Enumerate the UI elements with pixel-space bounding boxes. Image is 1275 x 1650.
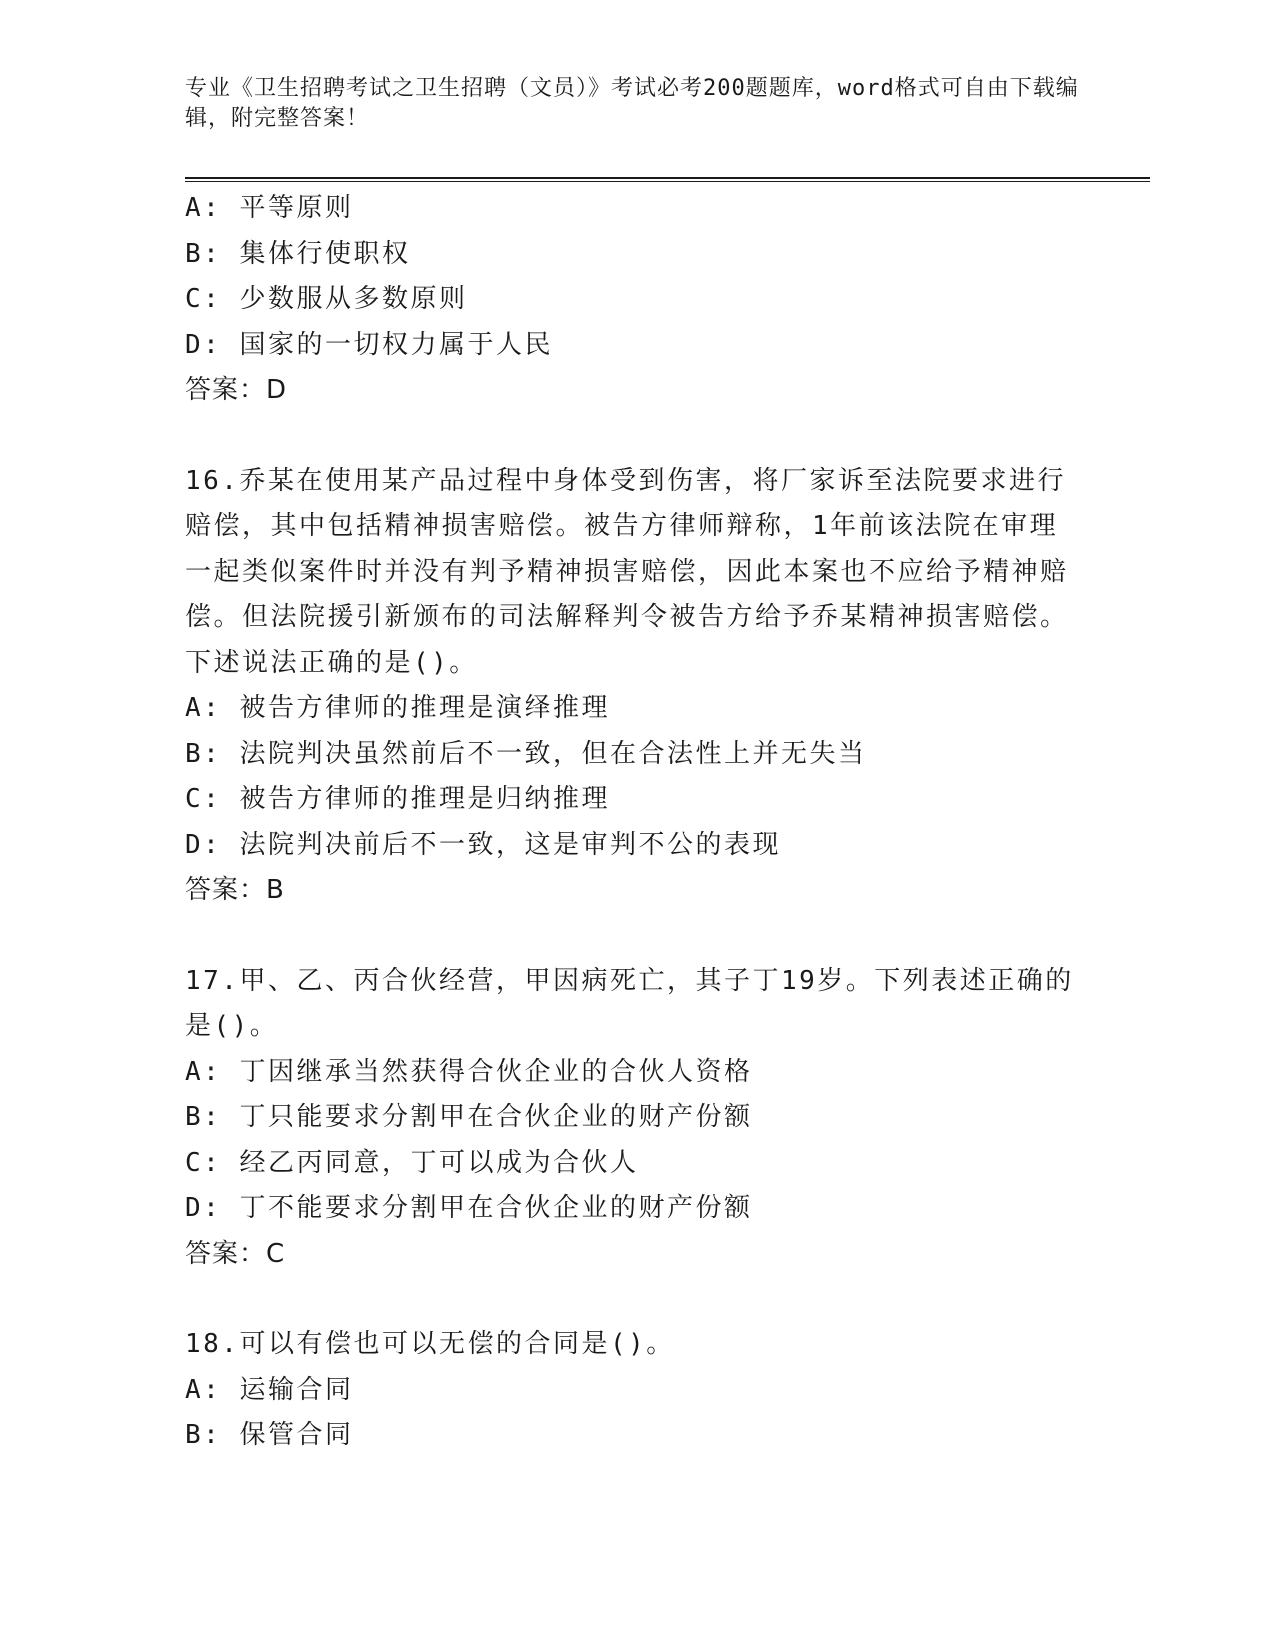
option-d: D: 国家的一切权力属于人民: [185, 329, 553, 360]
question-17: [185, 959, 1085, 1278]
option-a: A: 丁因继承当然获得合伙企业的合伙人资格: [185, 1056, 753, 1087]
option-b: B: 丁只能要求分割甲在合伙企业的财产份额: [185, 1102, 753, 1132]
document-content: [185, 186, 1085, 1459]
answer: 答案：C: [185, 1238, 286, 1269]
question-15-continued: [185, 186, 1085, 414]
option-c: C: 被告方律师的推理是归纳推理: [185, 784, 610, 814]
header-divider-thick: [185, 177, 1150, 179]
option-a: A: 运输合同: [185, 1374, 354, 1405]
answer: 答案：B: [185, 875, 285, 905]
answer: 答案：D: [185, 375, 288, 405]
option-c: C: 经乙丙同意，丁可以成为合伙人: [185, 1147, 639, 1178]
option-d: D: 法院判决前后不一致，这是审判不公的表现: [185, 829, 781, 860]
option-a: A: 平等原则: [185, 193, 354, 223]
option-d: D: 丁不能要求分割甲在合伙企业的财产份额: [185, 1193, 753, 1223]
document-header: 专业《卫生招聘考试之卫生招聘（文员）》考试必考200题题库，word格式可自由下载编辑，附完整答案！: [185, 76, 1079, 131]
question-18: [185, 1322, 1085, 1459]
question-stem: 16.乔某在使用某产品过程中身体受到伤害，将厂家诉至法院要求进行赔偿，其中包括精神损害赔偿。被告方律师辩称，1年前该法院在审理一起类似案件时并没有判予精神损害赔偿，因此本案也不应给予精神赔偿。但法院援引新颁布的司法解释判令被告方给予乔某精神损害赔偿。下述说法正确的是()。: [185, 465, 1069, 678]
option-b: B: 集体行使职权: [185, 238, 411, 269]
header-divider-thin: [185, 181, 1150, 182]
option-b: B: 法院判决虽然前后不一致，但在合法性上并无失当: [185, 738, 867, 769]
question-stem: 18.可以有偿也可以无偿的合同是()。: [185, 1329, 675, 1359]
option-a: A: 被告方律师的推理是演绎推理: [185, 693, 610, 723]
question-16: [185, 459, 1085, 914]
option-b: B: 保管合同: [185, 1420, 354, 1450]
option-c: C: 少数服从多数原则: [185, 284, 468, 314]
question-stem: 17.甲、乙、丙合伙经营，甲因病死亡，其子丁19岁。下列表述正确的是()。: [185, 965, 1074, 1041]
